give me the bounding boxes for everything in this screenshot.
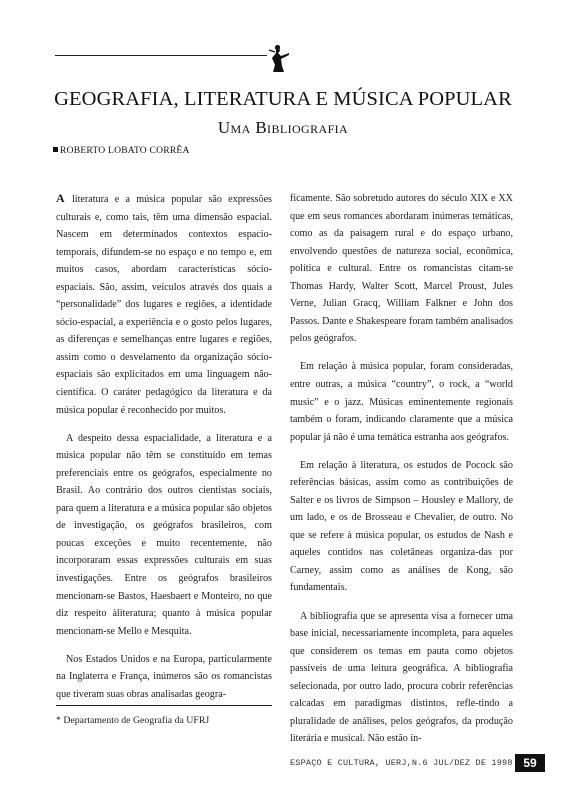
- article-subtitle: Uma Bibliografia: [217, 118, 349, 137]
- left-column: [56, 190, 272, 714]
- drop-cap: A: [56, 191, 65, 205]
- paragraph: ficamente. São sobretudo autores do século XIX e XX que em seus romances abordaram inúmeras temáticas, como as da paisagem rural e do espaço urbano, envolvendo questões de natureza social, econômica, política e cultural. Entre os romancistas citam-se Thomas Hardy, Walter Scott, Marcel Proust, Jules Verne, Julian Gracq, William Falkner e John dos Passos. Dante e Shakespeare foram também analisados pelos geógrafos.: [290, 193, 513, 345]
- paragraph: A despeito dessa espacialidade, a literatura e a música popular não têm se constituído em temas preferenciais entre os geógrafos, especialmente no Brasil. Ao contrário dos outros cientistas sociais, para quem a literatura e a música popular são objetos de investigação, os geógrafos brasileiros, com poucas exceções e muito recentemente, não incorporaram essas expressões culturais em suas investigações. Entre os geógrafos brasileiros mencionam-se Bastos, Haesbaert e Monteiro, no que diz respeito àliteratura; quanto à música popular mencionam-se Mello e Mesquita.: [56, 432, 272, 637]
- paragraph: Em relação à literatura, os estudos de Pocock são referências básicas, assim como as contribuições de Salter e os livros de Simpson – Housley e Mallory, de um lado, e os de Brosseau e Chevalier, de outro. No que se refere à música popular, os estudos de Nash e aqueles contidos nas coletâneas organiza-das por Carney, assim como as análises de Kong, são fundamentais.: [290, 459, 513, 594]
- header-rule: [55, 55, 267, 56]
- paragraph: Em relação à música popular, foram consideradas, entre outras, a música “country”, o rock, a “world music” e o jazz. Músicas eminentemente regionais também o foram, indicando claramente que a música popular já não é uma temática estranha aos geógrafos.: [290, 361, 513, 443]
- paragraph: [56, 190, 272, 419]
- footnote-rule: [56, 705, 272, 706]
- paragraph: A bibliografia que se apresenta visa a fornecer uma base inicial, necessariamente incompleta, para aqueles que considerem os temas em pauta como objetos passíveis de uma leitura geográfica. A bibliografia selecionada, por outro lado, procura cobrir referências calcadas em paradigmas distintos, refle-tindo a pluralidade de análises, pelos geógrafos, da produção literária e musical. Não estão in-: [290, 610, 513, 745]
- page-number: 59: [515, 754, 545, 772]
- paragraph: Nos Estados Unidos e na Europa, particularmente na Inglaterra e França, inúmeros são os romancistas que tiveram suas obras analisadas geogra-: [56, 653, 272, 700]
- trumpeter-figure-icon: [266, 44, 290, 74]
- right-column: [290, 190, 513, 758]
- paragraph-text: literatura e a música popular são expressões culturais e, como tais, têm uma dimensão espacial. Nascem em determinados contextos espacio-temporais, difundem-se no espaço e no tempo e, em muitos casos, abordam características sócio-espaciais. São, assim, veículos através dos quais a “personalidade” dos lugares e regiões, a identidade sócio-espacial, a experiência e o gosto pelos lugares, as diferenças e semelhanças entre lugares e regiões, assim como o desvelamento da organização sócio-espaciais são explicitados em uma linguagem não-científica. O caráter pedagógico da literatura e da música popular é reconhecido por muitos.: [56, 194, 272, 416]
- article-title: GEOGRAFIA, LITERATURA E MÚSICA POPULAR: [54, 88, 512, 110]
- square-bullet-icon: [53, 147, 58, 152]
- running-footer: ESPAÇO E CULTURA, UERJ,N.6 JUL/DEZ DE 1998: [290, 758, 513, 768]
- author-line: [53, 145, 190, 156]
- author-name: ROBERTO LOBATO CORRÊA: [60, 145, 190, 156]
- footnote: * Departamento de Geografia da UFRJ: [56, 715, 210, 726]
